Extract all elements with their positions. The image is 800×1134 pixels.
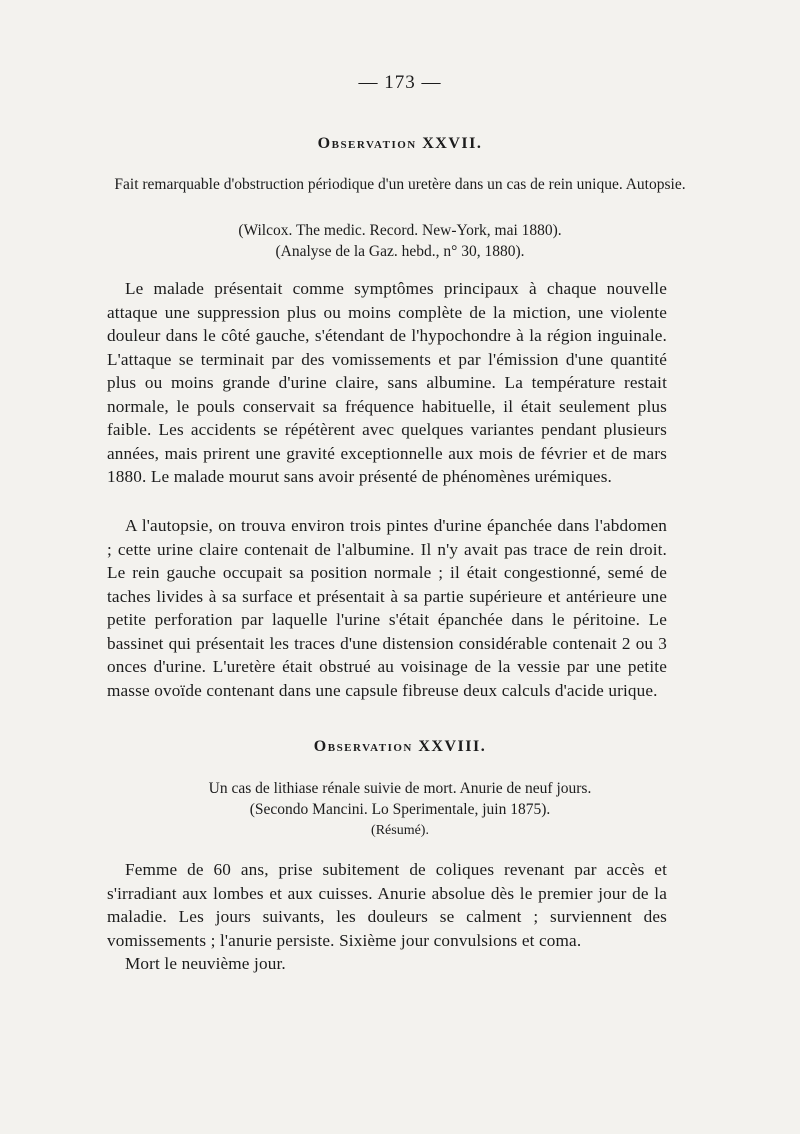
- observation-27-paragraph-2: [107, 514, 667, 702]
- observation-27-paragraph-2-text: A l'autopsie, on trouva environ trois pintes d'urine épanchée dans l'abdomen ; cette urine claire contenait de l'albumine. Il n'y avait pas trace de rein droit. Le rein gauche occupait sa position normale ; il était congestionné, semé de taches livides à sa surface et présentait à sa partie supérieure et antérieure une petite perforation par laquelle l'urine s'était épanchée dans le péritoine. Le bassinet qui présentait les traces d'une distension considérable contenait 2 ou 3 onces d'urine. L'uretère était obstrué au voisinage de la vessie par une petite masse ovoïde contenant dans une capsule fibreuse deux calculs d'acide urique.: [107, 516, 667, 700]
- observation-28-title-text: Observation XXVIII.: [313, 738, 487, 755]
- observation-27-title: [0, 135, 800, 153]
- observation-28-paragraph-2-text: Mort le neuvième jour.: [125, 954, 286, 973]
- observation-27-paragraph-1: [107, 277, 667, 489]
- observation-28-paragraph-1-text: Femme de 60 ans, prise subitement de coliques revenant par accès et s'irradiant aux lombes et aux cuisses. Anurie absolue dès le premier jour de la maladie. Les jours suivants, les douleurs se calment ; surviennent des vomissements ; l'anurie persiste. Sixième jour convulsions et coma.: [107, 860, 667, 950]
- observation-28-paragraph-2: [107, 952, 667, 976]
- observation-28-source-1: (Secondo Mancini. Lo Sperimentale, juin 1875).: [249, 801, 551, 818]
- observation-27-title-text: Observation XXVII.: [317, 135, 483, 152]
- observation-27-paragraph-1-text: Le malade présentait comme symptômes principaux à chaque nouvelle attaque une suppression plus ou moins complète de la miction, une violente douleur dans le côté gauche, s'étendant de l'hypochondre à la région inguinale. L'attaque se terminait par des vomissements et par l'émission d'une quantité plus ou moins grande d'urine claire, sans albumine. La température restait normale, le pouls conservait sa fréquence habituelle, il était seulement plus faible. Les accidents se répétèrent avec quelques variantes pendant plusieurs années, mais prirent une gravité exceptionnelle aux mois de février et de mars 1880. Le malade mourut sans avoir présenté de phénomènes urémiques.: [107, 279, 667, 486]
- observation-27-subtitle: Fait remarquable d'obstruction périodique d'un uretère dans un cas de rein unique. Autopsie.: [114, 176, 686, 193]
- observation-27-source-1: (Wilcox. The medic. Record. New-York, mai 1880).: [238, 222, 562, 239]
- observation-27-source-2: (Analyse de la Gaz. hebd., n° 30, 1880).: [275, 243, 525, 260]
- observation-28-source-2: (Résumé).: [371, 823, 429, 838]
- observation-28-title: [0, 738, 800, 756]
- observation-28-subtitle: Un cas de lithiase rénale suivie de mort. Anurie de neuf jours.: [208, 780, 592, 797]
- page-number: — 173 —: [358, 72, 442, 93]
- observation-28-paragraph-1: [107, 858, 667, 952]
